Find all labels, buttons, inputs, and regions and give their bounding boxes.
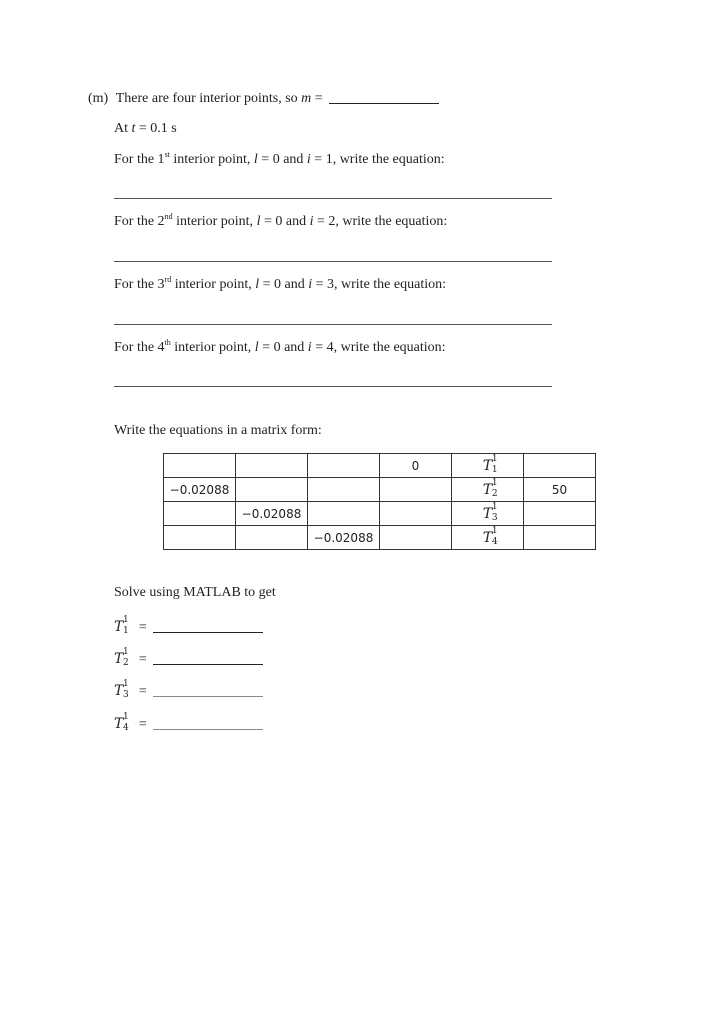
point-3-i-eq: = 3, write the equation: xyxy=(312,277,446,292)
matrix-cell[interactable] xyxy=(380,526,452,550)
point-3-ordinal: rd xyxy=(164,275,172,284)
solution-symbol xyxy=(114,712,129,733)
unknown-sup: 1 xyxy=(491,525,498,536)
solution-T: T xyxy=(114,683,124,699)
point-2-prompt xyxy=(114,214,447,230)
solve-instruction: Solve using MATLAB to get xyxy=(114,585,276,600)
point-2-l-eq: = 0 and xyxy=(260,214,310,229)
point-2-answer-line[interactable] xyxy=(114,261,552,262)
solution-blank-T3[interactable] xyxy=(153,682,263,697)
solution-row-T3 xyxy=(114,679,263,700)
point-2-l-var: l xyxy=(256,214,261,229)
unknown-symbol: T xyxy=(482,529,493,546)
point-4-prefix: For the 4 xyxy=(114,340,165,355)
matrix-cell[interactable] xyxy=(308,502,380,526)
solution-symbol xyxy=(114,615,129,636)
part-label: (m) xyxy=(88,91,109,106)
solution-equals: = xyxy=(138,652,147,667)
unknown-sub: 3 xyxy=(491,512,498,523)
matrix-row xyxy=(164,502,596,526)
matrix-cell[interactable] xyxy=(380,502,452,526)
solution-sub: 1 xyxy=(123,626,129,636)
matrix-cell[interactable]: 0 xyxy=(380,454,452,478)
point-2-ordinal: nd xyxy=(164,212,173,221)
unknown-sup: 1 xyxy=(491,477,498,488)
matrix-cell[interactable] xyxy=(236,454,308,478)
point-1-ordinal: st xyxy=(164,150,170,159)
point-4-answer-line[interactable] xyxy=(114,386,552,387)
intro-equals: = xyxy=(314,91,323,106)
point-1-i-eq: = 1, write the equation: xyxy=(310,152,445,167)
matrix-table xyxy=(163,453,596,550)
solution-blank-T1[interactable] xyxy=(153,618,263,633)
time-suffix: = 0.1 s xyxy=(138,121,177,136)
matrix-cell[interactable] xyxy=(308,454,380,478)
rhs-cell[interactable] xyxy=(524,502,596,526)
solution-blank-T2[interactable] xyxy=(153,650,263,665)
point-3-middle: interior point, xyxy=(171,277,256,292)
unknown-vector-cell xyxy=(452,526,524,550)
unknown-T2 xyxy=(482,477,498,499)
solution-row-T4 xyxy=(114,712,263,733)
point-3-answer-line[interactable] xyxy=(114,324,552,325)
point-3-prefix: For the 3 xyxy=(114,277,165,292)
answer-blank-m[interactable] xyxy=(329,89,439,104)
solution-T: T xyxy=(114,619,124,635)
point-1-i-var: i xyxy=(306,152,311,167)
solution-symbol xyxy=(114,679,129,700)
intro-text: There are four interior points, so xyxy=(115,91,298,106)
unknown-symbol: T xyxy=(482,505,493,522)
time-var: t xyxy=(131,121,136,136)
unknown-sup: 1 xyxy=(491,453,498,464)
matrix-row xyxy=(164,526,596,550)
solution-blank-T4[interactable] xyxy=(153,715,263,730)
solution-equals: = xyxy=(138,684,147,699)
matrix-cell[interactable]: −0.02088 xyxy=(164,478,236,502)
matrix-cell[interactable] xyxy=(236,478,308,502)
matrix-cell[interactable] xyxy=(308,478,380,502)
unknown-sub: 4 xyxy=(491,536,498,547)
unknown-T4 xyxy=(482,525,498,547)
point-2-prefix: For the 2 xyxy=(114,214,165,229)
point-3-l-var: l xyxy=(255,277,260,292)
time-prefix: At xyxy=(114,121,128,136)
point-2-middle: interior point, xyxy=(172,214,257,229)
solution-T: T xyxy=(114,651,124,667)
matrix-cell[interactable]: −0.02088 xyxy=(236,502,308,526)
unknown-vector-cell xyxy=(452,478,524,502)
matrix-row xyxy=(164,478,596,502)
solution-row-T2 xyxy=(114,647,263,668)
solution-sub: 3 xyxy=(123,690,129,700)
point-1-middle: interior point, xyxy=(169,152,254,167)
point-1-l-eq: = 0 and xyxy=(257,152,307,167)
matrix-cell[interactable] xyxy=(164,502,236,526)
solution-T: T xyxy=(114,716,124,732)
point-3-i-var: i xyxy=(308,277,313,292)
matrix-cell[interactable] xyxy=(164,454,236,478)
matrix-cell[interactable] xyxy=(164,526,236,550)
solution-sup: 1 xyxy=(123,712,129,722)
matrix-cell[interactable]: −0.02088 xyxy=(308,526,380,550)
solution-sub: 4 xyxy=(123,723,129,733)
point-1-l-var: l xyxy=(253,152,258,167)
solution-sup: 1 xyxy=(123,647,129,657)
solution-equals: = xyxy=(138,717,147,732)
solution-row-T1 xyxy=(114,615,263,636)
unknown-sup: 1 xyxy=(491,501,498,512)
point-1-answer-line[interactable] xyxy=(114,198,552,199)
intro-var-m: m xyxy=(301,91,312,106)
rhs-cell[interactable]: 50 xyxy=(524,478,596,502)
unknown-vector-cell xyxy=(452,502,524,526)
solution-sup: 1 xyxy=(123,615,129,625)
rhs-cell[interactable] xyxy=(524,526,596,550)
question-part-m xyxy=(88,89,439,107)
point-4-l-eq: = 0 and xyxy=(258,340,308,355)
time-statement xyxy=(114,121,177,137)
point-1-prefix: For the 1 xyxy=(114,152,165,167)
unknown-symbol: T xyxy=(482,457,493,474)
point-4-prompt xyxy=(114,340,446,356)
point-1-prompt xyxy=(114,152,445,168)
point-4-i-eq: = 4, write the equation: xyxy=(311,340,446,355)
matrix-row xyxy=(164,454,596,478)
unknown-symbol: T xyxy=(482,481,493,498)
matrix-cell[interactable] xyxy=(236,526,308,550)
unknown-T1 xyxy=(482,453,498,475)
solution-sub: 2 xyxy=(123,658,129,668)
solution-symbol xyxy=(114,647,129,668)
unknown-sub: 1 xyxy=(491,464,498,475)
point-2-i-var: i xyxy=(309,214,314,229)
point-4-i-var: i xyxy=(307,340,312,355)
unknown-T3 xyxy=(482,501,498,523)
matrix-cell[interactable] xyxy=(380,478,452,502)
point-2-i-eq: = 2, write the equation: xyxy=(313,214,448,229)
point-3-prompt xyxy=(114,277,446,293)
point-4-l-var: l xyxy=(254,340,259,355)
matrix-heading: Write the equations in a matrix form: xyxy=(114,423,322,438)
point-3-l-eq: = 0 and xyxy=(259,277,309,292)
rhs-cell[interactable] xyxy=(524,454,596,478)
point-4-ordinal: th xyxy=(164,338,171,347)
solution-equals: = xyxy=(138,620,147,635)
unknown-vector-cell xyxy=(452,454,524,478)
solution-sup: 1 xyxy=(123,679,129,689)
point-4-middle: interior point, xyxy=(170,340,255,355)
unknown-sub: 2 xyxy=(491,488,498,499)
